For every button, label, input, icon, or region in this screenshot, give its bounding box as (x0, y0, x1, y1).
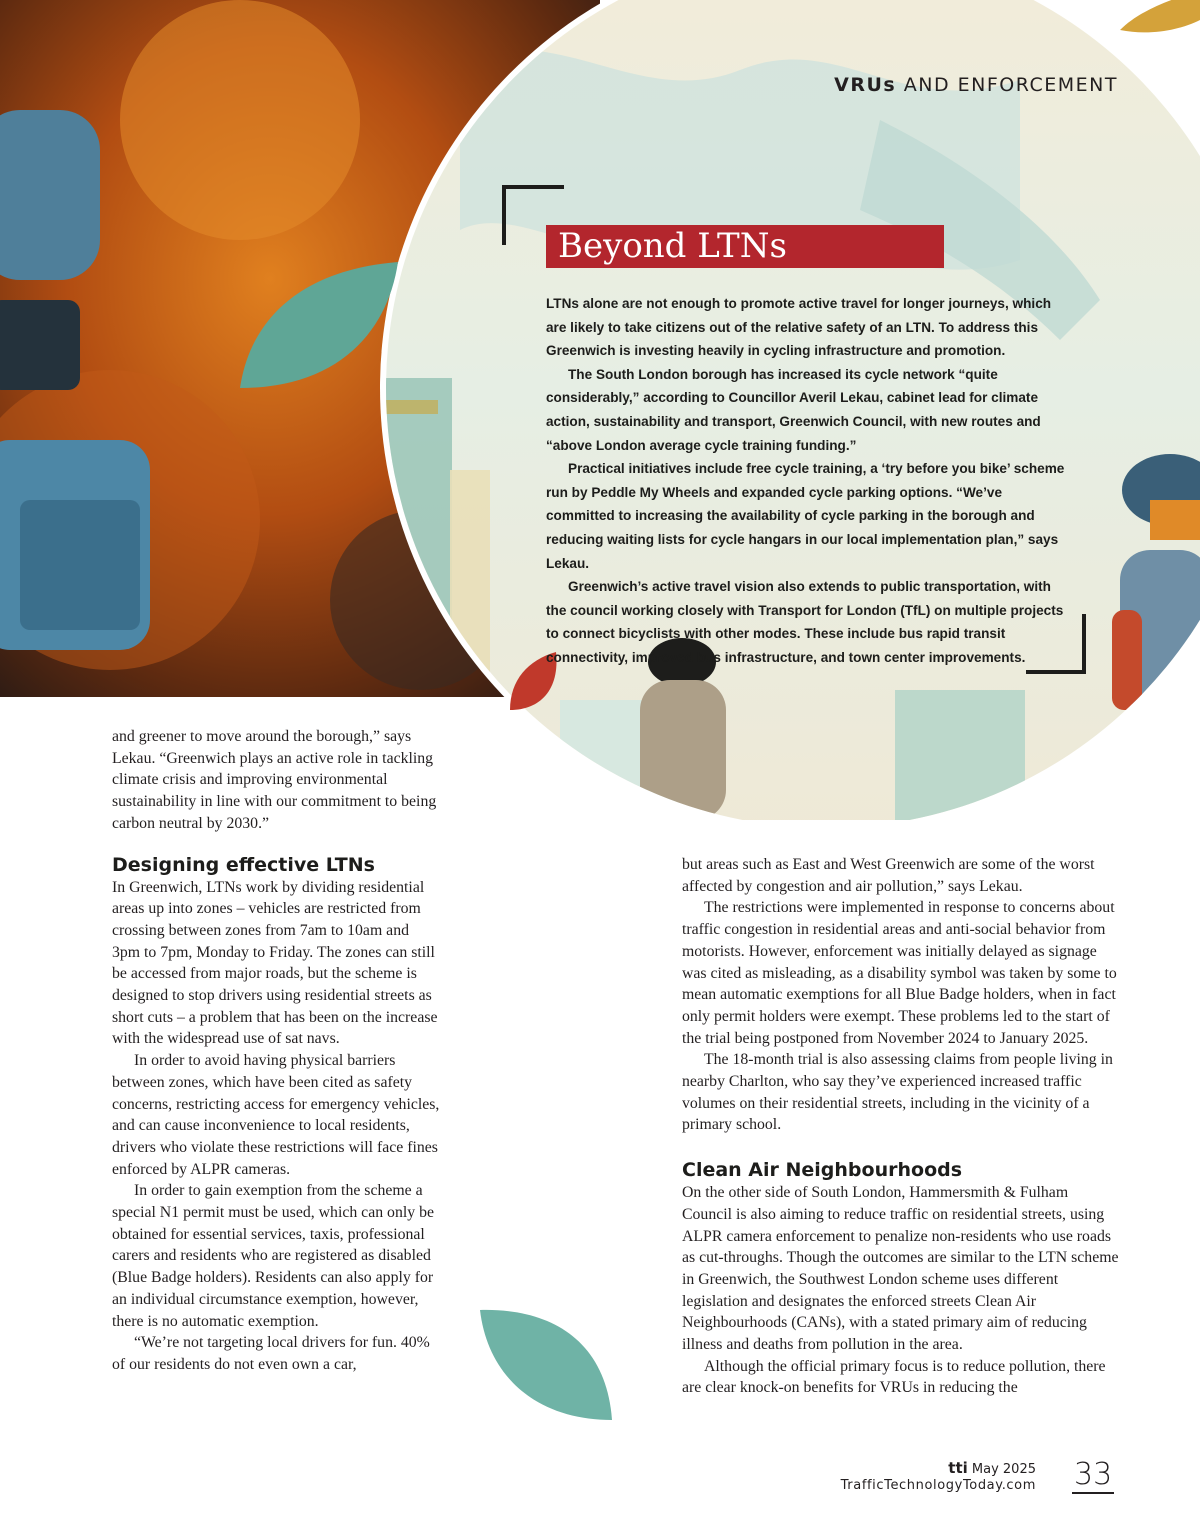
teal-leaf-decoration (478, 1308, 618, 1424)
body-paragraph: Although the official primary focus is to reduce pollution, there are clear knock-on benefits for VRUs in reducing the (682, 1357, 1106, 1397)
body-paragraph: In order to avoid having physical barriers between zones, which have been cited as safety concerns, restricting access for emergency vehicles, and can cause inconvenience to local residents, drivers who violate these restrictions will face fines enforced by ALPR cameras. (112, 1052, 440, 1178)
subheading-clean-air: Clean Air Neighbourhoods (682, 1159, 963, 1182)
body-paragraph: On the other side of South London, Hammersmith & Fulham Council is also aiming to reduce traffic on residential streets, using ALPR camera enforcement to penalize non-residents who use roads as cut-throughs. Though the outcomes are similar to the LTN scheme in Greenwich, the Southwest London scheme uses different legislation and designates the enforced streets Clean Air Neighbourhoods (CANs), with a stated primary aim of reducing illness and deaths from pollution in the area. (682, 1184, 1119, 1354)
footer-date: May 2025 (967, 1462, 1036, 1477)
body-paragraph: but areas such as East and West Greenwich are some of the worst affected by congestion and air pollution,” says Lekau. (682, 856, 1095, 895)
section-label-bold: VRUs (834, 74, 897, 96)
sidebar-box-body (546, 292, 1066, 670)
box-paragraph: Practical initiatives include free cycle training, a ‘try before you bike’ scheme run by Peddle My Wheels and expanded cycle parking options. “We’ve committed to increasing the availability of cycle parking in the borough and reducing waiting lists for cycle hangars in our local implementation plan,” says Lekau. (546, 461, 1065, 571)
section-label-rest: AND ENFORCEMENT (896, 74, 1118, 96)
box-paragraph: The South London borough has increased its cycle network “quite considerably,” according to Councillor Averil Lekau, cabinet lead for climate action, sustainability and transport, Greenwich Council, with new routes and “above London average cycle training funding.” (546, 366, 1041, 453)
body-paragraph: and greener to move around the borough,” says Lekau. “Greenwich plays an active role in tackling climate crisis and improving environmental sustainability in line with our commitment to being carbon neutral by 2030.” (112, 728, 437, 832)
box-paragraph: LTNs alone are not enough to promote active travel for longer journeys, which are likely to take citizens out of the relative safety of an LTN. To address this Greenwich is investing heavily in cycling infrastructure and promotion. (546, 296, 1052, 359)
footer-website: TrafficTechnologyToday.com (840, 1478, 1036, 1493)
body-paragraph: “We’re not targeting local drivers for fun. 40% of our residents do not even own a car, (112, 1334, 430, 1373)
footer-brand: tti (948, 1459, 968, 1477)
article-column-right (682, 854, 1122, 1399)
page-number: 33 (1074, 1457, 1113, 1492)
body-paragraph: The restrictions were implemented in response to concerns about traffic congestion in residential areas and anti-social behavior from motorists. However, enforcement was initially delayed as signage was cited as misleading, as a disability symbol was taken by some to mean automatic exemptions for all Blue Badge holders, when in fact only permit holders were exempt. These problems led to the start of the trial being postponed from November 2024 to January 2025. (682, 899, 1117, 1047)
footer-publication (841, 1460, 1036, 1494)
subheading-designing-ltns: Designing effective LTNs (112, 853, 375, 876)
article-column-left (112, 726, 440, 1376)
body-paragraph: The 18-month trial is also assessing claims from people living in nearby Charlton, who say they’ve experienced increased traffic volumes on their residential streets, including in the vicinity of a primary school. (682, 1051, 1113, 1134)
body-paragraph: In Greenwich, LTNs work by dividing residential areas up into zones – vehicles are restricted from crossing between zones from 7am to 10am and 3pm to 7pm, Monday to Friday. The zones can still be accessed from major roads, but the scheme is designed to stop drivers using residential streets as short cuts – a problem that has been on the increase with the widespread use of sat navs. (112, 878, 438, 1048)
body-paragraph: In order to gain exemption from the scheme a special N1 permit must be used, which can only be obtained for essential services, taxis, professional carers and residents who are registered as disabled (Blue Badge holders). Residents can also apply for an individual circumstance exemption, however, there is no automatic exemption. (112, 1182, 435, 1330)
sidebar-box-title: Beyond LTNs (546, 225, 944, 268)
box-paragraph: Greenwich’s active travel vision also extends to public transportation, with the council working closely with Transport for London (TfL) on multiple projects to connect bicyclists with other modes. These include bus rapid transit connectivity, improved bus infrastructure, and town center improvements. (546, 579, 1064, 665)
section-label (834, 74, 1118, 96)
